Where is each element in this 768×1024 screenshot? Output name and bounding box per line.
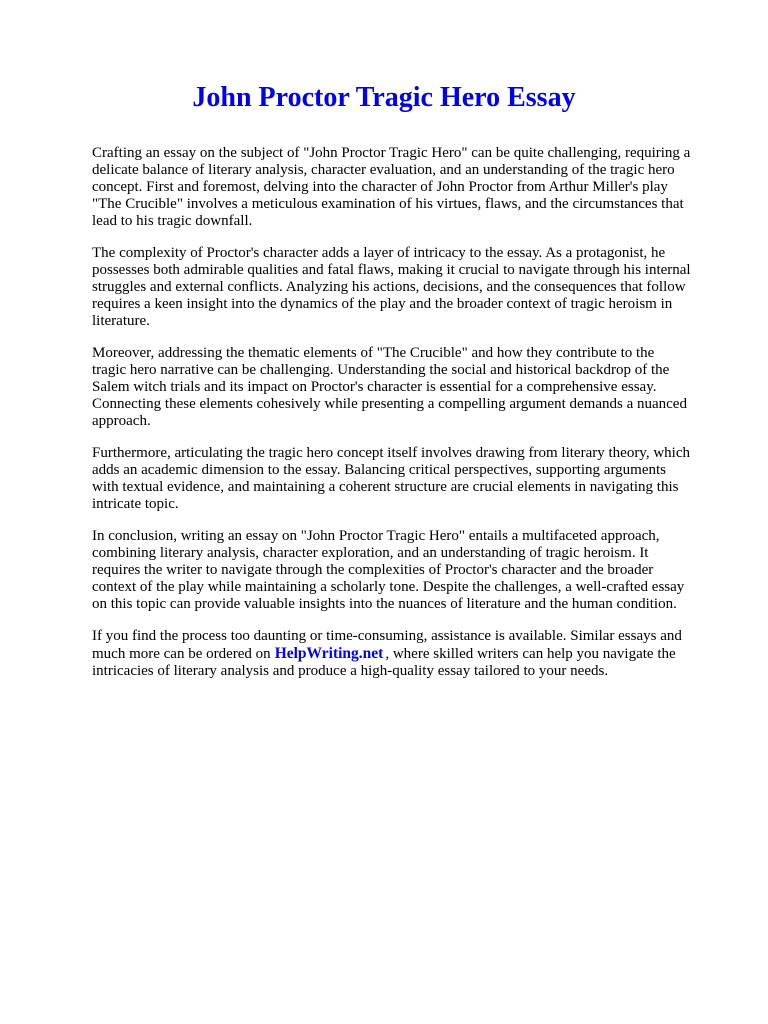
final-paragraph-before-link: If you find the process too daunting or time-consuming, assistance is available. Similar essays and much more can be ordered on	[92, 628, 682, 662]
page-title: John Proctor Tragic Hero Essay	[192, 82, 576, 113]
paragraph-3: Moreover, addressing the thematic elements of "The Crucible" and how they contribute to the tragic hero narrative can be challenging. Understanding the social and historical backdrop of the Salem witch trials and its impact on Proctor's character is essential for a comprehensive essay. Connecting these elements cohesively while presenting a compelling argument demands a nuanced approach.	[92, 345, 687, 429]
essay-body	[92, 145, 692, 695]
final-paragraph-after-link: , where skilled writers can help you navigate the intricacies of literary analysis and produce a high-quality essay tailored to your needs.	[92, 646, 676, 679]
paragraph-4: Furthermore, articulating the tragic hero concept itself involves drawing from literary theory, which adds an academic dimension to the essay. Balancing critical perspectives, supporting arguments with textual evidence, and maintaining a coherent structure are crucial elements in navigating this intricate topic.	[92, 445, 690, 512]
paragraph-2: The complexity of Proctor's character adds a layer of intricacy to the essay. As a protagonist, he possesses both admirable qualities and fatal flaws, making it crucial to navigate through his internal struggles and external conflicts. Analyzing his actions, decisions, and the consequences that follow requires a keen insight into the dynamics of the play and the broader context of tragic heroism in literature.	[92, 245, 691, 329]
paragraph-1: Crafting an essay on the subject of "John Proctor Tragic Hero" can be quite challenging, requiring a delicate balance of literary analysis, character evaluation, and an understanding of the tragic hero concept. First and foremost, delving into the character of John Proctor from Arthur Miller's play "The Crucible" involves a meticulous examination of his virtues, flaws, and the circumstances that lead to his tragic downfall.	[92, 145, 691, 229]
paragraph-5: In conclusion, writing an essay on "John Proctor Tragic Hero" entails a multifaceted approach, combining literary analysis, character exploration, and an understanding of tragic heroism. It requires the writer to navigate through the complexities of Proctor's character and the broader context of the play while maintaining a scholarly tone. Despite the challenges, a well-crafted essay on this topic can provide valuable insights into the nuances of literature and the human condition.	[92, 528, 685, 612]
paragraph-6	[92, 628, 692, 680]
helpwriting-link[interactable]: HelpWriting.net	[274, 645, 384, 662]
